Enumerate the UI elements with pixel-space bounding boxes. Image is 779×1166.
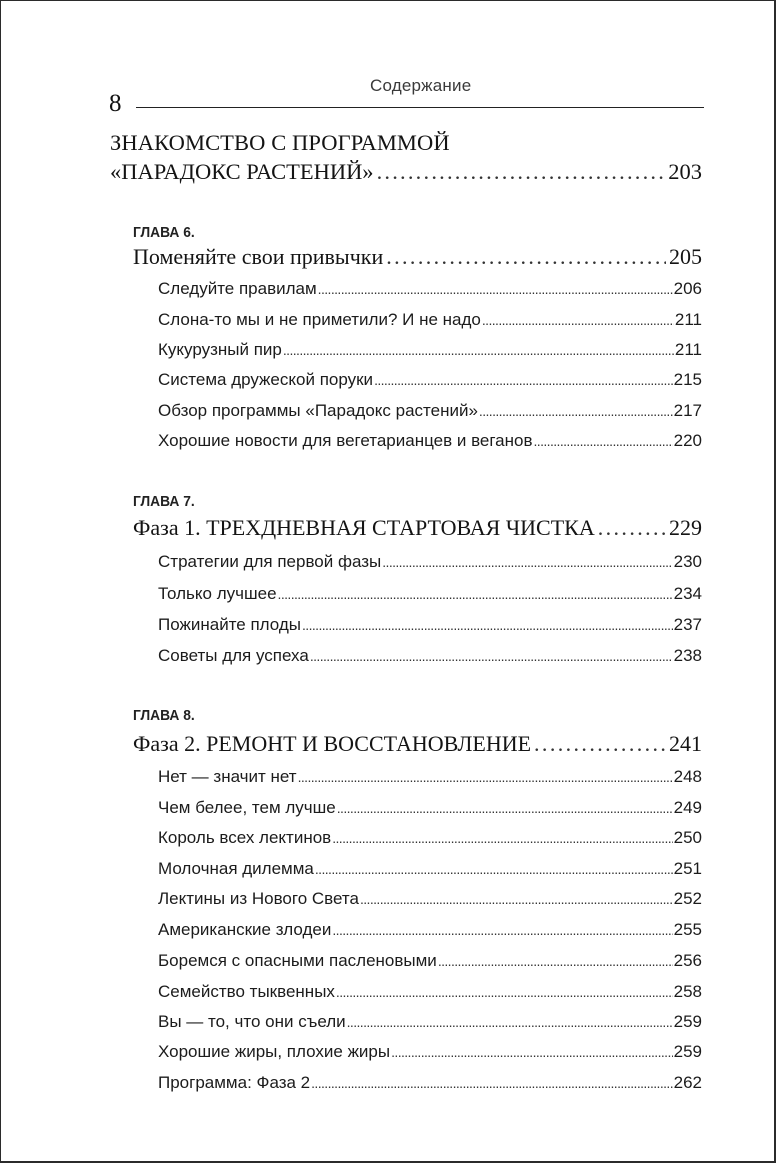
toc-entry-section[interactable] (158, 279, 702, 299)
dot-leader (315, 861, 673, 877)
section-page: 220 (673, 431, 702, 450)
chapter-title: Фаза 2. РЕМОНТ И ВОССТАНОВЛЕНИЕ (133, 731, 532, 756)
chapter-page: 241 (669, 731, 702, 756)
section-page: 250 (673, 828, 702, 847)
section-title: Хорошие новости для вегетарианцев и веганов (158, 431, 533, 450)
section-page: 256 (673, 951, 702, 970)
section-page: 252 (673, 889, 702, 908)
section-page: 215 (673, 370, 702, 389)
dot-leader (360, 891, 673, 907)
toc-entry-section[interactable] (158, 951, 702, 971)
running-head: Содержание (370, 76, 472, 95)
section-page: 211 (674, 310, 702, 329)
section-title: Обзор программы «Парадокс растений» (158, 401, 478, 420)
toc-entry-chapter[interactable] (133, 515, 702, 541)
part-title-line2: «ПАРАДОКС РАСТЕНИЙ» (110, 159, 374, 184)
dot-leader (311, 1075, 672, 1091)
chapter-label: ГЛАВА 8. (133, 707, 195, 724)
section-title: Кукурузный пир (158, 340, 282, 359)
toc-entry-section[interactable] (158, 1073, 702, 1093)
dot-leader (298, 769, 673, 785)
dot-leader (337, 800, 673, 816)
section-title: Боремся с опасными пасленовыми (158, 951, 437, 970)
section-title: Вы — то, что они съели (158, 1012, 346, 1031)
chapter-page: 229 (669, 515, 702, 540)
dot-leader (332, 830, 672, 846)
dot-leader (336, 984, 673, 1000)
section-page: 262 (673, 1073, 702, 1092)
toc-entry-section[interactable] (158, 370, 702, 390)
section-page: 259 (673, 1012, 702, 1031)
dot-leader (482, 312, 674, 328)
header-rule (136, 107, 704, 108)
toc-entry-section[interactable] (158, 401, 702, 421)
section-title: Следуйте правилам (158, 279, 317, 298)
section-title: Американские злодеи (158, 920, 332, 939)
section-page: 249 (673, 798, 702, 817)
part-page: 203 (668, 159, 702, 184)
page-number: 8 (109, 90, 122, 117)
dot-leader (534, 731, 666, 757)
section-title: Молочная дилемма (158, 859, 314, 878)
toc-entry-chapter[interactable] (133, 731, 702, 757)
dot-leader (318, 281, 673, 297)
toc-entry-section[interactable] (158, 1042, 702, 1062)
dot-leader (278, 586, 673, 602)
section-page: 238 (673, 646, 702, 665)
section-page: 259 (673, 1042, 702, 1061)
section-page: 251 (673, 859, 702, 878)
dot-leader (386, 244, 666, 270)
dot-leader (534, 433, 673, 449)
toc-entry-section[interactable] (158, 889, 702, 909)
section-title: Чем белее, тем лучше (158, 798, 336, 817)
chapter-label: ГЛАВА 7. (133, 493, 195, 510)
section-title: Слона-то мы и не приметили? И не надо (158, 310, 481, 329)
chapter-title: Поменяйте свои привычки (133, 244, 384, 269)
dot-leader (377, 159, 666, 185)
dot-leader (302, 617, 673, 633)
section-page: 217 (673, 401, 702, 420)
chapter-label: ГЛАВА 6. (133, 224, 195, 241)
section-page: 234 (673, 584, 702, 603)
section-title: Лектины из Нового Света (158, 889, 359, 908)
toc-entry-section[interactable] (158, 920, 702, 940)
dot-leader (382, 554, 672, 570)
toc-entry-section[interactable] (158, 431, 702, 451)
toc-entry-section[interactable] (158, 584, 702, 604)
chapter-title: Фаза 1. ТРЕХДНЕВНАЯ СТАРТОВАЯ ЧИСТКА (133, 515, 595, 540)
section-title: Стратегии для первой фазы (158, 552, 382, 571)
section-title: Нет — значит нет (158, 767, 297, 786)
section-page: 211 (674, 340, 702, 359)
chapter-page: 205 (669, 244, 702, 269)
dot-leader (347, 1014, 673, 1030)
toc-entry-section[interactable] (158, 310, 702, 330)
section-page: 248 (673, 767, 702, 786)
section-title: Программа: Фаза 2 (158, 1073, 311, 1092)
toc-entry-section[interactable] (158, 798, 702, 818)
part-title (110, 130, 702, 160)
dot-leader (332, 922, 672, 938)
dot-leader (374, 372, 673, 388)
toc-entry-section[interactable] (158, 982, 702, 1002)
dot-leader (438, 953, 673, 969)
section-page: 206 (673, 279, 702, 298)
toc-entry-section[interactable] (158, 828, 702, 848)
section-page: 255 (673, 920, 702, 939)
section-page: 258 (673, 982, 702, 1001)
dot-leader (598, 515, 666, 541)
dot-leader (310, 648, 673, 664)
section-title: Пожинайте плоды (158, 615, 301, 634)
part-title-line1: ЗНАКОМСТВО С ПРОГРАММОЙ (110, 130, 450, 155)
toc-entry-section[interactable] (158, 1012, 702, 1032)
dot-leader (391, 1044, 673, 1060)
section-title: Король всех лектинов (158, 828, 332, 847)
section-title: Система дружеской поруки (158, 370, 374, 389)
toc-entry-section[interactable] (158, 767, 702, 787)
section-title: Только лучшее (158, 584, 277, 603)
toc-entry-section[interactable] (158, 552, 702, 572)
section-page: 230 (673, 552, 702, 571)
toc-entry-section[interactable] (158, 859, 702, 879)
section-page: 237 (673, 615, 702, 634)
toc-entry-part[interactable] (110, 159, 702, 185)
section-title: Хорошие жиры, плохие жиры (158, 1042, 391, 1061)
dot-leader (479, 403, 673, 419)
section-title: Семейство тыквенных (158, 982, 335, 1001)
dot-leader (283, 342, 674, 358)
toc-entry-section[interactable] (158, 340, 702, 360)
section-title: Советы для успеха (158, 646, 309, 665)
toc-entry-section[interactable] (158, 646, 702, 666)
toc-entry-section[interactable] (158, 615, 702, 635)
toc-entry-chapter[interactable] (133, 244, 702, 270)
